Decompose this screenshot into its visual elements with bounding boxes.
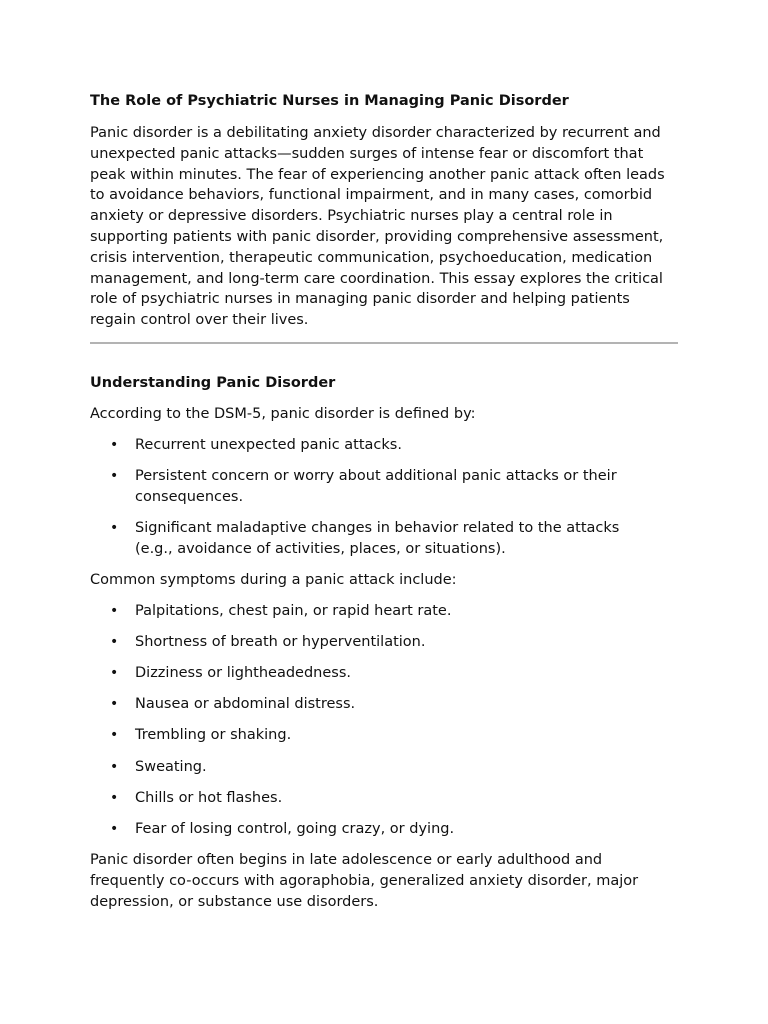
bullet-icon: •	[110, 602, 119, 619]
section-heading: Understanding Panic Disorder	[90, 374, 336, 391]
symptoms-lead: Common symptoms during a panic attack include:	[90, 571, 457, 588]
list-item-text: Persistent concern or worry about additional panic attacks or their consequences.	[135, 467, 617, 505]
section-divider	[90, 342, 678, 344]
list-item	[90, 757, 650, 778]
list-item-text: Fear of losing control, going crazy, or dying.	[135, 821, 455, 838]
list-item-text: Chills or hot flashes.	[135, 789, 283, 806]
bullet-icon: •	[110, 633, 119, 650]
bullet-icon: •	[110, 467, 119, 484]
bullet-icon: •	[110, 789, 119, 806]
list-item-text: Significant maladaptive changes in behavior related to the attacks (e.g., avoidance of activities, places, or situations).	[135, 519, 620, 557]
criteria-lead: According to the DSM-5, panic disorder is defined by:	[90, 405, 476, 422]
bullet-icon: •	[110, 758, 119, 775]
list-item	[90, 601, 650, 622]
criteria-list	[90, 435, 678, 560]
list-item-text: Nausea or abdominal distress.	[135, 696, 356, 713]
list-item-text: Shortness of breath or hyperventilation.	[135, 633, 426, 650]
bullet-icon: •	[110, 821, 119, 838]
document-title: The Role of Psychiatric Nurses in Managing Panic Disorder	[90, 93, 569, 109]
list-item	[90, 632, 650, 653]
list-item-text: Palpitations, chest pain, or rapid heart rate.	[135, 602, 452, 619]
list-item	[90, 819, 650, 840]
bullet-icon: •	[110, 696, 119, 713]
bullet-icon: •	[110, 727, 119, 744]
intro-paragraph: Panic disorder is a debilitating anxiety disorder characterized by recurrent and unexpected panic attacks—sudden surges of intense fear or discomfort that peak within minutes. The fear of experiencing another panic attack often leads to avoidance behaviors, functional impairment, and in many cases, comorbid anxiety or depressive disorders. Psychiatric nurses play a central role in supporting patients with panic disorder, providing comprehensive assessment, crisis intervention, therapeutic communication, psychoeducation, medication management, and long-term care coordination. This essay explores the critical role of psychiatric nurses in managing panic disorder and helping patients regain control over their lives.	[90, 125, 665, 329]
bullet-icon: •	[110, 665, 119, 682]
list-item	[90, 663, 650, 684]
list-item	[90, 788, 650, 809]
bullet-icon: •	[110, 519, 119, 536]
list-item	[90, 725, 650, 746]
list-item-text: Recurrent unexpected panic attacks.	[135, 436, 402, 453]
list-item	[90, 518, 650, 560]
list-item-text: Dizziness or lightheadedness.	[135, 665, 352, 682]
list-item-text: Trembling or shaking.	[135, 727, 292, 744]
bullet-icon: •	[110, 436, 119, 453]
list-item	[90, 466, 650, 508]
list-item-text: Sweating.	[135, 758, 207, 775]
symptoms-list	[90, 601, 678, 840]
closing-paragraph: Panic disorder often begins in late adolescence or early adulthood and frequently co-occurs with agoraphobia, generalized anxiety disorder, major depression, or substance use disorders.	[90, 852, 639, 910]
list-item	[90, 694, 650, 715]
list-item	[90, 435, 650, 456]
